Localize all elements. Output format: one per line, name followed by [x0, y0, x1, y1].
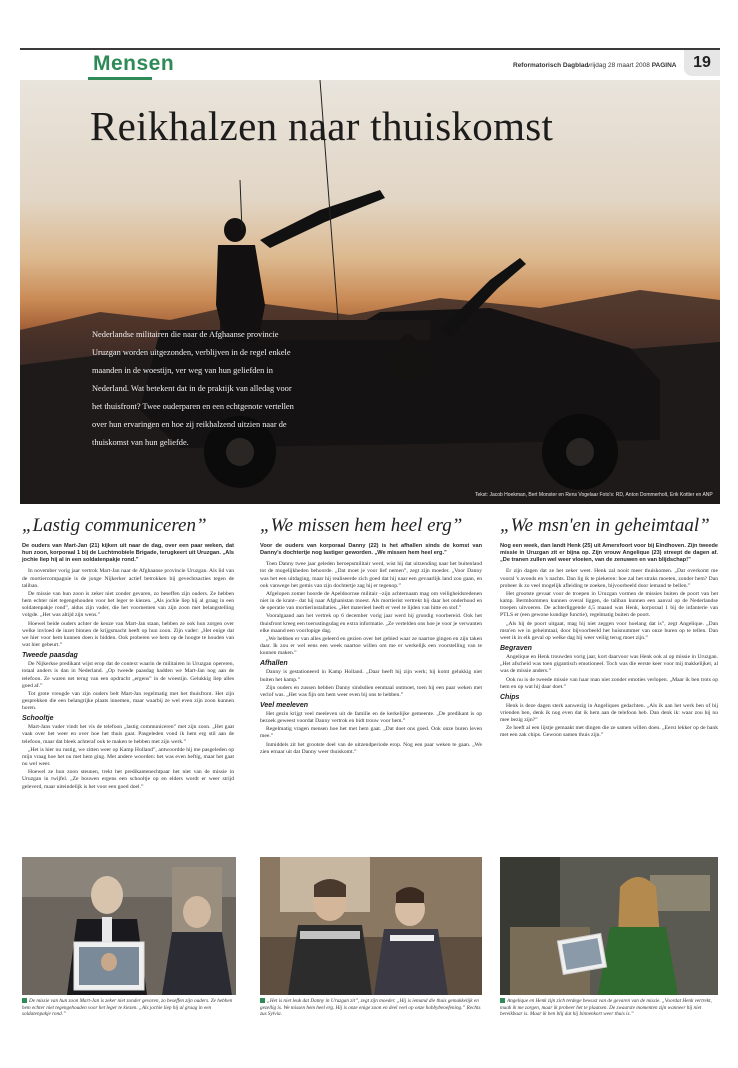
headline: Reikhalzen naar thuiskomst	[90, 103, 554, 149]
paragraph: Afgelopen zomer hoorde de Apeldoornse militair –zijn achternaam mag om veiligheidsredenen niet in de krant– dat hij naar Afghanistan moest. Als mortierist vertrekt hij daar het onderhoud en de operatie van mortierinstallaties. „Het materieel heeft er veel te lijden van hitte en stof.”	[260, 590, 482, 612]
subhead: Schooltje	[22, 715, 54, 723]
paragraph: Er zijn dagen dat ze het zeker weet. Henk zal nooit meer thuiskomen. „Dat overkomt me vooral 's avonds en 's nachts. Dan lig ik te piekeren: hoe zal het straks moeten, zonder hem? Dan probeer ik zo veel mogelijk afleiding te zoeken, bijvoorbeeld door iemand te bellen.”	[500, 568, 718, 589]
column-1-lead: De ouders van Mart-Jan (21) kijken uit naar de dag, over een paar weken, dat hun zoon, korporaal 1 bij de Luchtmobiele Brigade, terugkeert uit Uruzgan. „Als jochie liep hij al in een soldatenpakje rond.”	[22, 543, 234, 564]
column-1-title: „Lastig communiceren”	[22, 515, 207, 536]
column-2-lead: Voor de ouders van korporaal Danny (22) is het afhallen sinds de komst van Danny's dochtertje nog lastiger geworden. „We missen hem heel erg.”	[260, 543, 482, 557]
column-3-lead: Nog een week, dan landt Henk (25) uit Amersfoort voor bij Eindhoven. Zijn tweede missie in Uruzgan zit er bijna op. Zijn vrouw Angelique (23) streept de dagen af. „De tranen zullen wel weer vloeien, van de zenuwen en van blijdschap!”	[500, 543, 718, 564]
page-label: PAGINA	[651, 62, 677, 69]
subhead: Begraven	[500, 645, 532, 653]
caption-bullet-icon	[500, 998, 505, 1003]
paragraph: In november vorig jaar vertrok Mart-Jan naar de Afghaanse provincie Uruzgan. Als lid van de mortiercompagnie is de jonge Nijkerker actief betrokken bij gevechtsacties tegen de taliban.	[22, 568, 234, 589]
paragraph: „We hebben er van alles geleerd en gezien over het gebied waar ze naartoe gingen en zijn taken daar. Ik zou er wel eens een week naartoe willen om me er werkelijk een voorstelling van te kunnen maken.”	[260, 635, 482, 657]
paragraph: Tot grote vreugde van zijn ouders belt Mart-Jan regelmatig met het thuisfront. Het zijn gesprekken die een belangrijke plaats innemen, maar waarbij ze wel even zijn zoon kunnen horen.	[22, 690, 234, 712]
intro-text: Nederlandse militairen die naar de Afghaanse provincie Uruzgan worden uitgezonden, verblijven in de regel enkele maanden in de woestijn, ver weg van hun geliefden in Nederland. Wat betekent dat in de praktijk van alledag voor het thuisfront? Twee ouderparen en een echtgenote vertellen over hun ervaringen en hoe zij reikhalzend uitzien naar de thuiskomst van hun geliefde.	[92, 330, 294, 447]
caption-bullet-icon	[260, 998, 265, 1003]
paragraph: Het gezin krijgt veel meeleven uit de familie en de kerkelijke gemeente. „De predikant is op bezoek geweest voordat Danny vertrok en bidt trouw voor hem.”	[260, 710, 482, 725]
column-1-body	[22, 543, 234, 849]
paragraph: Toen Danny twee jaar geleden beroepsmilitair werd, wist hij dat uitzending naar het buitenland tot de mogelijkheden behoorde. „Dat moet je voor lief nemen”, zegt zijn moeder. „Voor Danny was het een uitdaging, maar hij realiseerde zich goed dat hij naar een gevaarlijk land zou gaan, en ook vanwege het gemis van zijn dochtertje zag hij er tegenop.”	[260, 561, 482, 589]
subhead: Veel meeleven	[260, 701, 308, 709]
photo-illustration	[260, 857, 482, 995]
caption-2	[260, 998, 482, 1018]
photo-angelique	[500, 857, 718, 995]
hero-photo	[20, 80, 720, 504]
paragraph: Hoewel beide ouders achter de keuze van Mart-Jan staan, hebben ze ook hun zorgen over welke invloed de inzet binnen de krijgsmacht heeft op hun zoon. Zijn vader: „Het enige dat we hier voor hem kunnen doen is bidden. Ook proberen we hem op de hoogte te houden van wat hier gebeurt.”	[22, 620, 234, 649]
paragraph: Vooralgaand aan het vertrek op 6 december vorig jaar werd hij grondig voorbereid. Ook het thuisfront kreeg een toerustingsdag en extra informatie. „Ze vertelden ons hoe je voor je verwanten elke maand een voorlopige dag.	[260, 613, 482, 634]
paragraph: Regelmatig vragen mensen hoe het met hem gaat. „Dat doet ons goed. Ook onze buren leven mee.”	[260, 726, 482, 740]
paragraph: De missie van hun zoon is zeker niet zonder gevaren, zo beseffen zijn ouders. Ze hebben hem echter niet tegengehouden voor het leger te kiezen. „Als jochie liep hij al graag in een soldatenpakje rond”, aldus zijn vader, die het voornemen van zijn zoon met belangstelling volgde. „Het was altijd zijn wens.”	[22, 590, 234, 619]
subhead: Afhallen	[260, 660, 288, 668]
column-2-title: „We missen hem heel erg”	[260, 515, 463, 536]
caption-bullet-icon	[22, 998, 27, 1003]
caption-3	[500, 998, 718, 1018]
date-text: vrijdag 28 maart 2008	[587, 62, 650, 69]
section-label: Mensen	[93, 52, 175, 75]
paragraph: Danny is gestationeerd in Kamp Holland. „Daar heeft hij zijn werk; hij komt gelukkig niet buiten het kamp.”	[260, 669, 482, 683]
paragraph: „Als hij de poort uitgaat, mag hij niet zeggen voor hoelang dat is”, zegt Angelique. „Dan msn'en we in geheimtaal, door bijvoorbeeld het huisnummer van onze buren op te tellen. Dan weet ik in elk geval op welke dag hij weer veilig terug moet zijn.”	[500, 620, 718, 641]
paragraph: Henk is deze dagen sterk aanwezig in Angeliques gedachten. „Als ik aan het werk ben of bij vrienden ben, denk ik nog even dat ik hem aan de telefoon heb. Dan denk ik: waar zou hij nu mee bezig zijn?”	[500, 702, 718, 724]
photo-illustration	[22, 857, 236, 995]
paragraph: Hoewel ze hun zoon steunen, trekt het predikantenechtpaar het niet van de missie in Uruzgan in twijfel. „Ze bouwen ergens een schooltje op en elders wordt er weer strijd geleverd, maar uiteindelijk is het voor een goed doel.”	[22, 769, 234, 790]
photo-danny-family	[260, 857, 482, 995]
caption-text: Angelique en Henk zijn zich terdege bewust van de gevaren van de missie. „Voordat Henk vertrekt, maak ik me zorgen, maar ik probeer het te plaatsen. De zwaarste momenten zijn wanneer hij niet bereikbaar is. Maar ik ben blij dat hij binnenkort weer thuis is.”	[500, 998, 712, 1018]
caption-text: De missie van hun zoon Mart-Jan is zeker niet zonder gevaren, zo beseffen zijn ouders. Ze hebben hem echter niet tegengehouden voor het leger te kiezen. „Als jochie liep hij al graag in een soldatenpakje rond.”	[22, 998, 233, 1018]
paragraph: Inmiddels zit het grootste deel van de uitzendperiode erop. Nog een paar weken te gaan. „We zien ernaar uit dat Danny weer thuiskomt.”	[260, 741, 482, 755]
column-2-body	[260, 543, 482, 849]
paragraph: Het grootste gevaar voor de troepen in Uruzgan vormen de missies buiten de poort van het kamp. Bermbommen kunnen overal liggen, de taliban kunnen een aanval op de Nederlandse troepen uitvoeren. De achterliggende 4,5 maand was Henk, korporaal 1 bij de infanterie van PTLS er (een gewone kundige functie), regelmatig buiten de poort.	[500, 590, 718, 619]
page-number: 19	[684, 50, 720, 76]
subhead: Tweede paasdag	[22, 652, 78, 660]
paper-name: Reformatorisch Dagblad	[513, 62, 589, 69]
photo-parents-mart-jan	[22, 857, 236, 995]
paragraph: „Het is hier nu rustig, we zitten weer op Kamp Holland”, antwoordde hij me pasgeleden op mijn vraag hoe het nu met hem ging. Met andere woorden: het was even heftig, maar het gaat nu wel weer.	[22, 746, 234, 768]
column-3-title: „We msn'en in geheimtaal”	[500, 515, 710, 536]
paragraph: Ook nu is de tweede missie van haar man niet zonder emoties verlopen. „Maar ik ben trots op hem en op wat hij daar doet.”	[500, 676, 718, 690]
caption-1	[22, 998, 236, 1018]
photo-illustration	[500, 857, 718, 995]
paragraph: Zijn ouders en zussen hebben Danny sindsdien eenmaal ontmoet, toen hij een paar weken met verlof was. „Het was fijn om hem weer even bij ons te hebben.”	[260, 684, 482, 698]
header-rule	[20, 48, 720, 50]
paragraph: Angelique en Henk trouwden vorig jaar, kort daarvoor was Henk ook al op missie in Uruzgan. „Het afscheid was toen gigantisch emotioneel. Toch was die eerste keer voor mij makkelijker, al was de missie anders.”	[500, 654, 718, 675]
caption-text: „Het is niet leuk dat Danny in Uruzgan zit”, zegt zijn moeder. „Hij is iemand die thuis gemakkelijk en gezellig is. We missen hem heel erg. Hij is onze enige zoon en deel veel op onze hobbybeoefening.” Rechts zus Sylvia.	[260, 998, 481, 1018]
subhead: Chips	[500, 693, 520, 701]
paper-date	[587, 62, 677, 69]
paragraph: Ze heeft al een lijstje gemaakt met dingen die ze samen willen doen. „Eerst lekker op de bank met een zak chips. Gewoon samen thuis zijn.”	[500, 725, 718, 739]
photo-credits: Tekst: Jacob Hoekman, Bert Monster en Rens Vogelaar Foto's: RD, Anton Dommerholt, Erik Kottier en ANP	[475, 492, 713, 498]
column-3-body	[500, 543, 718, 849]
paragraph: De Nijkerkse predikant wijst erop dat de context waarin de militairen in Uruzgan opereren, totaal anders is dan in Nederland. „Op tweede paasdag hadden we Mart-Jan nog aan de telefoon. Ze waren net terug van een opdracht „ergens” in de woestijn. Gelukkig liep alles goed af.”	[22, 661, 234, 689]
paragraph: Mart-Jans vader vindt het vis de telefoon „lastig communiceren” met zijn zoon. „Het gaat vaak over het weer en over hoe het thuis gaat. Pasgeleden vond ik hem erg stil aan de telefoon, maar dat bleek achteraf ook te maken te hebben met zijn werk.”	[22, 724, 234, 745]
